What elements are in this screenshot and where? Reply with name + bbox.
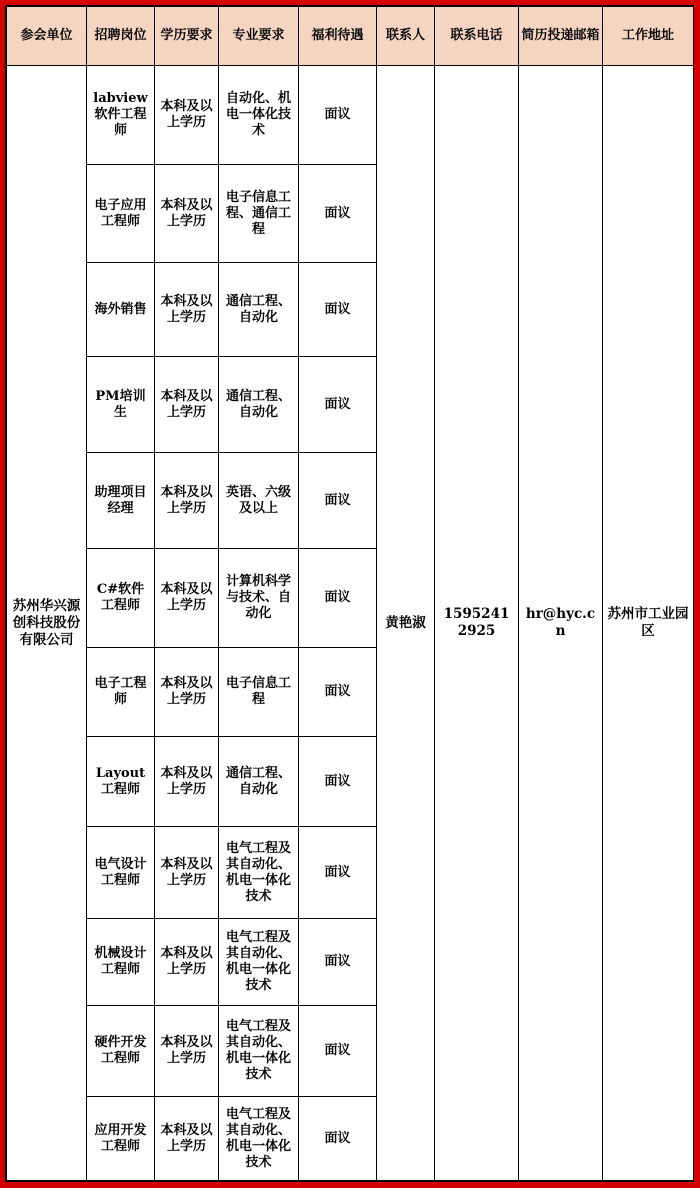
education-cell: 本科及以上学历 (155, 1097, 219, 1181)
major-cell: 电子信息工程 (219, 648, 299, 737)
benefits-cell: 面议 (299, 648, 377, 737)
major-cell: 通信工程、自动化 (219, 737, 299, 827)
benefits-cell: 面议 (299, 549, 377, 648)
major-cell: 英语、六级及以上 (219, 453, 299, 549)
position-cell: 助理项目经理 (87, 453, 155, 549)
education-cell: 本科及以上学历 (155, 66, 219, 165)
position-cell: C#软件工程师 (87, 549, 155, 648)
major-cell: 通信工程、自动化 (219, 263, 299, 357)
education-cell: 本科及以上学历 (155, 549, 219, 648)
table-row (7, 66, 694, 165)
benefits-cell: 面议 (299, 453, 377, 549)
header-position: 招聘岗位 (87, 7, 155, 66)
major-cell: 电气工程及其自动化、机电一体化技术 (219, 1006, 299, 1097)
header-benefits: 福利待遇 (299, 7, 377, 66)
position-cell: 应用开发工程师 (87, 1097, 155, 1181)
position-cell: 电子应用工程师 (87, 165, 155, 263)
benefits-cell: 面议 (299, 1006, 377, 1097)
position-cell: 电子工程师 (87, 648, 155, 737)
company-name: 苏州华兴源创科技股份有限公司 (7, 66, 87, 1181)
education-cell: 本科及以上学历 (155, 263, 219, 357)
contact-phone: 15952412925 (435, 66, 519, 1181)
table-container (5, 5, 694, 1182)
benefits-cell: 面议 (299, 1097, 377, 1181)
contact-person: 黄艳淑 (377, 66, 435, 1181)
work-address: 苏州市工业园区 (603, 66, 694, 1181)
position-cell: 机械设计工程师 (87, 919, 155, 1006)
header-row (7, 7, 694, 66)
position-cell: 电气设计工程师 (87, 827, 155, 919)
position-cell: 硬件开发工程师 (87, 1006, 155, 1097)
education-cell: 本科及以上学历 (155, 648, 219, 737)
position-cell: Layout工程师 (87, 737, 155, 827)
header-major: 专业要求 (219, 7, 299, 66)
major-cell: 电子信息工程、通信工程 (219, 165, 299, 263)
benefits-cell: 面议 (299, 263, 377, 357)
header-education: 学历要求 (155, 7, 219, 66)
benefits-cell: 面议 (299, 827, 377, 919)
benefits-cell: 面议 (299, 165, 377, 263)
benefits-cell: 面议 (299, 737, 377, 827)
header-phone: 联系电话 (435, 7, 519, 66)
major-cell: 计算机科学与技术、自动化 (219, 549, 299, 648)
position-cell: labview软件工程师 (87, 66, 155, 165)
header-email: 简历投递邮箱 (519, 7, 603, 66)
major-cell: 电气工程及其自动化、机电一体化技术 (219, 1097, 299, 1181)
benefits-cell: 面议 (299, 66, 377, 165)
education-cell: 本科及以上学历 (155, 453, 219, 549)
education-cell: 本科及以上学历 (155, 357, 219, 453)
header-company: 参会单位 (7, 7, 87, 66)
benefits-cell: 面议 (299, 919, 377, 1006)
major-cell: 电气工程及其自动化、机电一体化技术 (219, 827, 299, 919)
education-cell: 本科及以上学历 (155, 737, 219, 827)
major-cell: 自动化、机电一体化技术 (219, 66, 299, 165)
header-contact: 联系人 (377, 7, 435, 66)
major-cell: 通信工程、自动化 (219, 357, 299, 453)
education-cell: 本科及以上学历 (155, 919, 219, 1006)
education-cell: 本科及以上学历 (155, 827, 219, 919)
education-cell: 本科及以上学历 (155, 165, 219, 263)
benefits-cell: 面议 (299, 357, 377, 453)
recruitment-table (6, 6, 694, 1181)
position-cell: 海外销售 (87, 263, 155, 357)
education-cell: 本科及以上学历 (155, 1006, 219, 1097)
header-address: 工作地址 (603, 7, 694, 66)
resume-email: hr@hyc.cn (519, 66, 603, 1181)
major-cell: 电气工程及其自动化、机电一体化技术 (219, 919, 299, 1006)
position-cell: PM培训生 (87, 357, 155, 453)
